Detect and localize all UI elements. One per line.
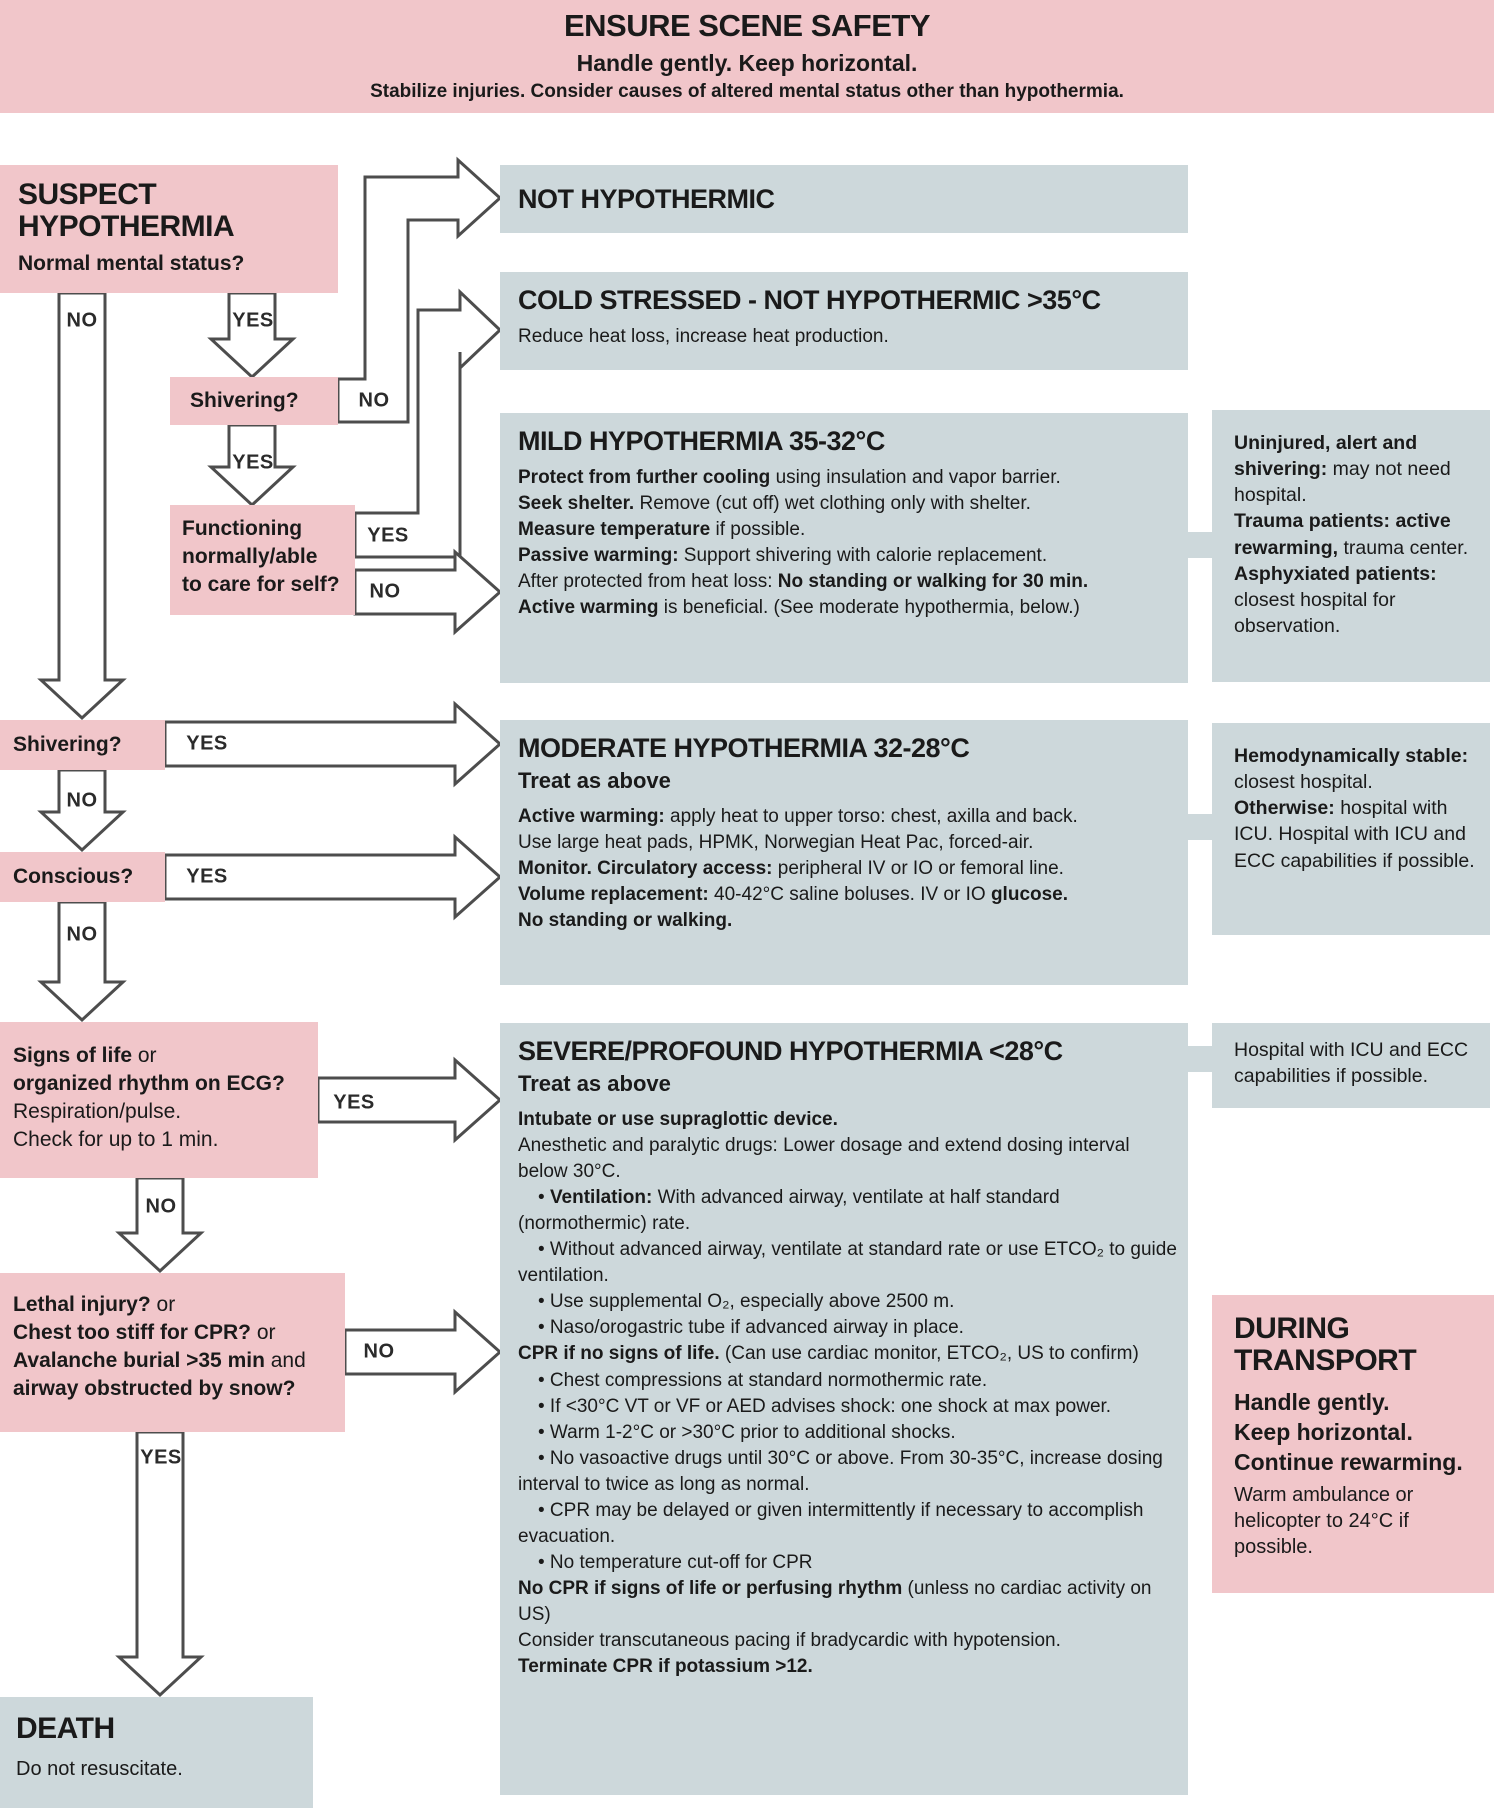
text-line: • No vasoactive drugs until 30°C or above. From 30-35°C, increase dosing interval to twice as long as normal. [518,1447,1163,1495]
text-line: No standing or walking. [518,910,733,932]
text-line: Respiration/pulse. [13,1099,182,1123]
severe-title: SEVERE/PROFOUND HYPOTHERMIA <28°C [518,1036,1063,1066]
text-line: organized rhythm on ECG? [13,1071,285,1095]
suspect-no-label: NO [66,309,98,332]
signs-of-life-box [0,1022,318,1178]
shivering2-no-label: NO [66,789,98,812]
death-box [0,1697,313,1808]
normal-mental-status-question: Normal mental status? [18,251,245,275]
conscious-box [0,852,165,902]
text-line: • Warm 1-2°C or >30°C prior to additional shocks. [538,1421,956,1443]
arrow-suspect-yes-down [211,293,293,377]
mild-title: MILD HYPOTHERMIA 35-32°C [518,426,885,456]
text-line: Volume replacement: 40-42°C saline boluses. IV or IO glucose. [518,884,1069,906]
shivering2-yes-label: YES [186,732,228,755]
cold-stressed-title: COLD STRESSED - NOT HYPOTHERMIC >35°C [518,285,1101,315]
functioning-no-label: NO [369,580,401,603]
text-line: airway obstructed by snow? [13,1376,296,1400]
text-line: • No temperature cut-off for CPR [538,1551,813,1573]
severe-disposition-text: Hospital with ICU and ECC capabilities if possible. [1234,1039,1469,1088]
text-line: Check for up to 1 min. [13,1127,219,1151]
arrow-signs-no-down [119,1178,201,1271]
text-line: Passive warming: Support shivering with calorie replacement. [518,545,1048,567]
death-note: Do not resuscitate. [16,1757,183,1780]
text-line: Active warming: apply heat to upper torso: chest, axilla and back. [518,806,1078,828]
moderate-title: MODERATE HYPOTHERMIA 32-28°C [518,733,970,763]
text-line: normally/able [182,544,318,568]
severe-disposition-box [1212,1023,1490,1108]
suspect-title-line1: SUSPECT [18,178,157,211]
text-line: Warm ambulance or helicopter to 24°C if possible. [1234,1483,1414,1558]
cold-stressed-box [500,272,1188,370]
text-line: Anesthetic and paralytic drugs: Lower dosage and extend dosing interval below 30°C. [518,1135,1130,1183]
text-line: • Ventilation: With advanced airway, ventilate at half standard (normothermic) rate. [518,1187,1060,1235]
signs-no-label: NO [145,1195,177,1218]
arrow-conscious-no-down [41,902,123,1020]
text-line: Functioning [182,517,303,540]
mild-disposition-text: Uninjured, alert and shivering: may not need hospital. Trauma patients: active rewarming, trauma center. Asphyxiated patients: closest hospital for observation. [1234,432,1469,637]
text-line: Signs of life or [13,1044,157,1067]
mild-hypothermia-box [500,413,1188,683]
text-line: Handle gently. [1234,1388,1390,1415]
shivering-no-label: NO [358,389,390,412]
moderate-subtitle: Treat as above [518,768,671,794]
shivering1-box [170,377,338,425]
shivering1-label: Shivering? [190,389,299,412]
lethal-no-label: NO [363,1340,395,1363]
lethal-injury-box [0,1273,345,1432]
transport-title-line1: DURING [1234,1312,1350,1345]
arrow-suspect-no-down [41,293,123,718]
during-transport-box [1212,1295,1494,1593]
text-line: • Naso/orogastric tube if advanced airway in place. [538,1317,964,1339]
header-banner [0,0,1494,113]
functioning-yes-label: YES [367,524,409,547]
suspect-title-line2: HYPOTHERMIA [18,209,235,243]
text-line: to care for self? [182,572,340,596]
text-line: Reduce heat loss, increase heat production. [518,326,889,348]
text-line: Continue rewarming. [1234,1449,1463,1476]
text-line: Chest too stiff for CPR? or [13,1320,276,1344]
text-line: After protected from heat loss: No standing or walking for 30 min. [518,571,1089,593]
text-line: No CPR if signs of life or perfusing rhythm (unless no cardiac activity on US) [518,1577,1152,1625]
mild-disposition-box [1212,410,1490,682]
text-line: • Use supplemental O₂, especially above 2500 m. [538,1291,955,1313]
conscious-yes-label: YES [186,865,228,888]
suspect-yes-label: YES [232,309,274,332]
severe-subtitle: Treat as above [518,1071,671,1097]
not-hypothermic-box [500,165,1188,233]
text-line: • CPR may be delayed or given intermittently if necessary to accomplish evacuation. [518,1499,1144,1547]
death-title: DEATH [16,1712,115,1745]
functioning-box [170,505,355,615]
text-line: Avalanche burial >35 min and [13,1348,306,1372]
shivering-yes-label: YES [232,451,274,474]
suspect-hypothermia-box [0,165,338,293]
not-hypothermic-title: NOT HYPOTHERMIC [518,183,775,214]
text-line: • Without advanced airway, ventilate at standard rate or use ETCO₂ to guide ventilation. [518,1239,1177,1287]
arrow-lethal-yes-down [119,1432,201,1695]
page-title: ENSURE SCENE SAFETY [563,8,930,43]
moderate-hypothermia-box [500,720,1188,985]
moderate-disposition-box [1212,723,1490,935]
text-line: Monitor. Circulatory access: peripheral IV or IO or femoral line. [518,858,1064,880]
text-line: Terminate CPR if potassium >12. [518,1655,813,1677]
text-line: Keep horizontal. [1234,1418,1413,1445]
text-line: • If <30°C VT or VF or AED advises shock: one shock at max power. [538,1395,1112,1417]
text-line: Lethal injury? or [13,1293,176,1316]
text-line: Seek shelter. Remove (cut off) wet clothing only with shelter. [518,493,1031,515]
shivering2-label: Shivering? [13,733,122,756]
signs-yes-label: YES [333,1091,375,1114]
text-line: Consider transcutaneous pacing if bradycardic with hypotension. [518,1629,1061,1651]
text-line: Use large heat pads, HPMK, Norwegian Heat Pac, forced-air. [518,832,1034,854]
conscious-label: Conscious? [13,865,134,888]
transport-title-line2: TRANSPORT [1234,1343,1417,1377]
text-line: • Chest compressions at standard normothermic rate. [538,1369,988,1391]
text-line: Intubate or use supraglottic device. [518,1109,838,1131]
text-line: CPR if no signs of life. (Can use cardiac monitor, ETCO₂, US to confirm) [518,1343,1139,1365]
severe-hypothermia-box [500,1023,1188,1795]
text-line: Protect from further cooling using insulation and vapor barrier. [518,467,1061,489]
text-line: Measure temperature if possible. [518,519,806,541]
conscious-no-label: NO [66,923,98,946]
shivering2-box [0,720,165,770]
lethal-yes-label: YES [140,1446,182,1469]
text-line: Active warming is beneficial. (See moderate hypothermia, below.) [518,597,1080,619]
moderate-disposition-text: Hemodynamically stable: closest hospital. Otherwise: hospital with ICU. Hospital with ICU and ECC capabilities if possible. [1234,745,1475,872]
header-subtitle: Handle gently. Keep horizontal. [576,50,918,76]
header-note: Stabilize injuries. Consider causes of altered mental status other than hypothermia. [370,81,1124,102]
